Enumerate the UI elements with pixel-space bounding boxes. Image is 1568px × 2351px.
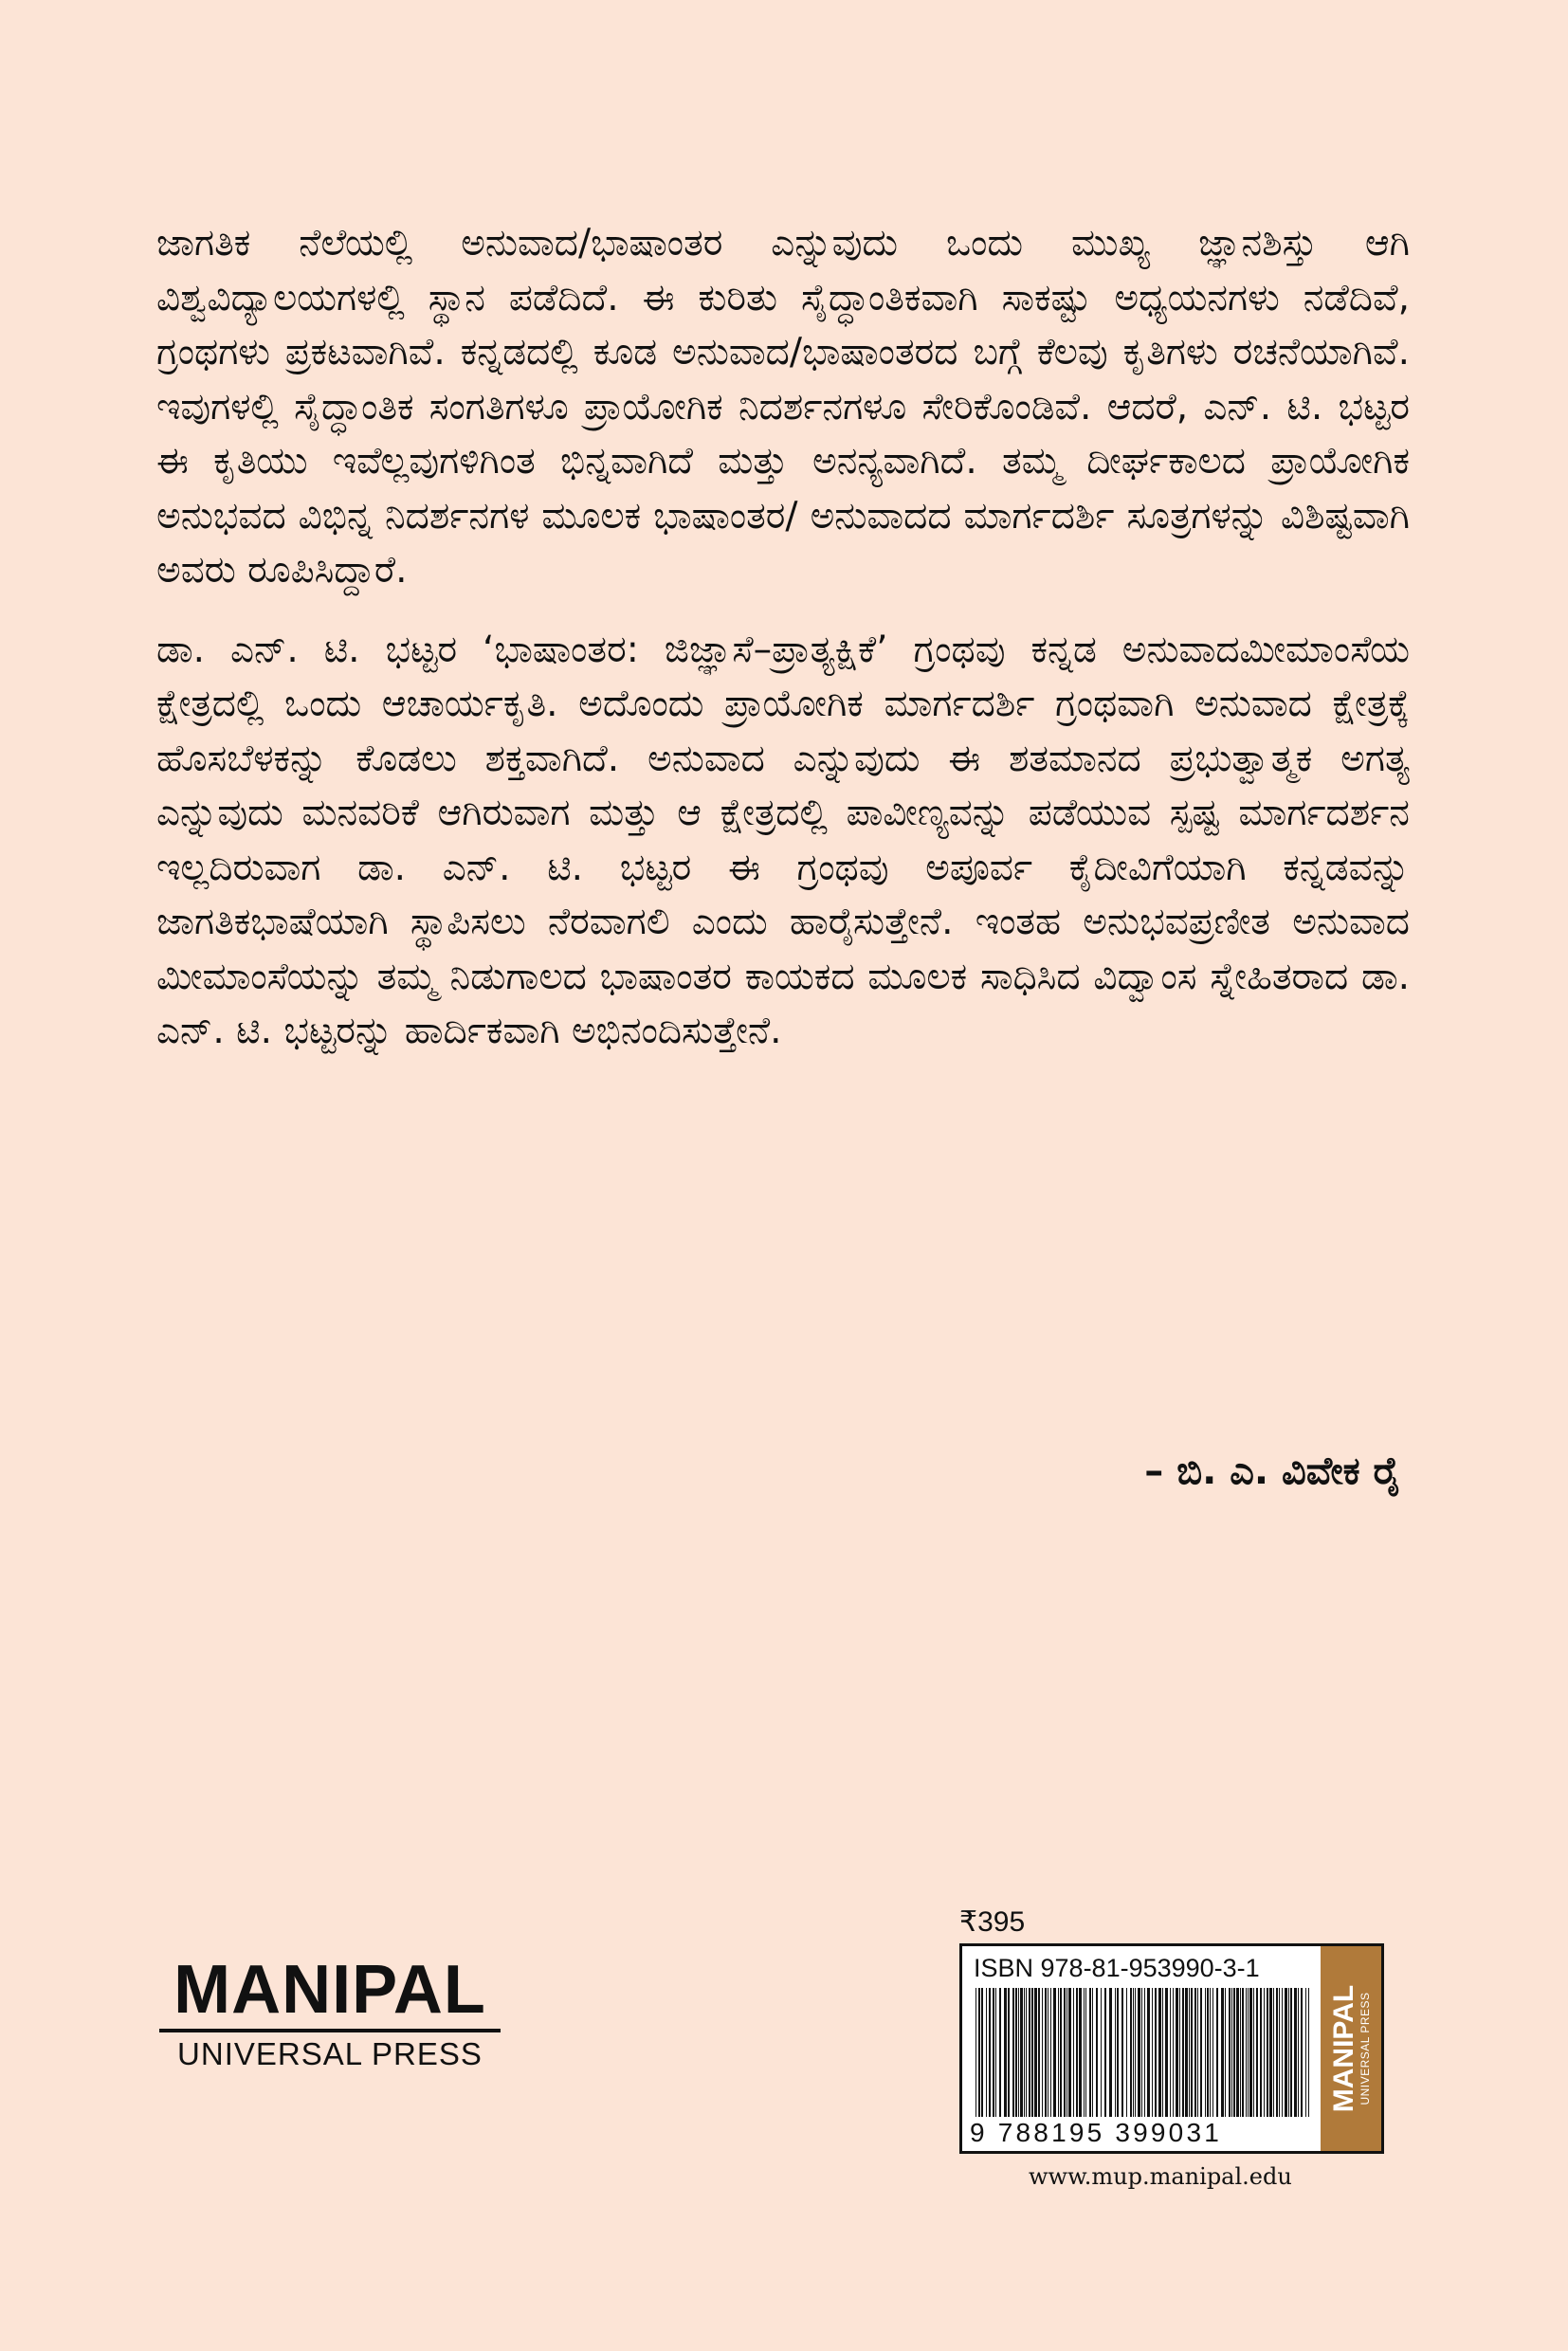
blurb-text bbox=[156, 216, 1410, 1084]
barcode-bar bbox=[1212, 1988, 1213, 2117]
barcode-bar bbox=[989, 1988, 991, 2117]
barcode-bar bbox=[1038, 1988, 1040, 2117]
barcode-bar bbox=[1269, 1988, 1272, 2117]
blurb-paragraph-2: ಡಾ. ಎನ್. ಟಿ. ಭಟ್ಟರ ‘ಭಾಷಾಂತರ: ಜಿಜ್ಞಾಸೆ–ಪ್ರಾತ್ಯಕ್ಷಿಕೆ’ ಗ್ರಂಥವು ಕನ್ನಡ ಅನುವಾದಮೀಮಾಂಸೆಯ ಕ್ಷೇತ್ರದಲ್ಲಿ ಒಂದು ಆಚಾರ್ಯಕೃತಿ. ಅದೊಂದು ಪ್ರಾಯೋಗಿಕ ಮಾರ್ಗದರ್ಶಿ ಗ್ರಂಥವಾಗಿ ಅನುವಾದ ಕ್ಷೇತ್ರಕ್ಕೆ ಹೊಸಬೆಳಕನ್ನು ಕೊಡಲು ಶಕ್ತವಾಗಿದೆ. ಅನುವಾದ ಎನ್ನುವುದು ಈ ಶತಮಾನದ ಪ್ರಭುತ್ವಾತ್ಮಕ ಅಗತ್ಯ ಎನ್ನುವುದು ಮನವರಿಕೆ ಆಗಿರುವಾಗ ಮತ್ತು ಆ ಕ್ಷೇತ್ರದಲ್ಲಿ ಪಾವೀಣ್ಯವನ್ನು ಪಡೆಯುವ ಸ್ಪಷ್ಟ ಮಾರ್ಗದರ್ಶನ ಇಲ್ಲದಿರುವಾಗ ಡಾ. ಎನ್. ಟಿ. ಭಟ್ಟರ ಈ ಗ್ರಂಥವು ಅಪೂರ್ವ ಕೈದೀವಿಗೆಯಾಗಿ ಕನ್ನಡವನ್ನು ಜಾಗತಿಕಭಾಷೆಯಾಗಿ ಸ್ಥಾಪಿಸಲು ನೆರವಾಗಲಿ ಎಂದು ಹಾರೈಸುತ್ತೇನೆ. ಇಂತಹ ಅನುಭವಪ್ರಣೀತ ಅನುವಾದ ಮೀಮಾಂಸೆಯನ್ನು ತಮ್ಮ ನಿಡುಗಾಲದ ಭಾಷಾಂತರ ಕಾಯಕದ ಮೂಲಕ ಸಾಧಿಸಿದ ವಿದ್ವಾಂಸ ಸ್ನೇಹಿತರಾದ ಡಾ. ಎನ್. ಟಿ. ಭಟ್ಟರನ್ನು ಹಾರ್ದಿಕವಾಗಿ ಅಭಿನಂದಿಸುತ್ತೇನೆ. bbox=[156, 628, 1410, 1052]
author-signature: – ಬಿ. ಎ. ವಿವೇಕ ರೈ bbox=[1144, 1449, 1401, 1493]
barcode-bar bbox=[1267, 1988, 1268, 2117]
barcode-bar bbox=[1246, 1988, 1247, 2117]
barcode-bar bbox=[1233, 1988, 1235, 2117]
barcode-bar bbox=[1236, 1988, 1239, 2117]
barcode-bar bbox=[1068, 1988, 1071, 2117]
barcode-bar bbox=[1288, 1988, 1289, 2117]
barcode-bar bbox=[1248, 1988, 1249, 2117]
barcode-bar bbox=[1194, 1988, 1196, 2117]
barcode-bar bbox=[1207, 1988, 1209, 2117]
barcode-bar bbox=[1018, 1988, 1019, 2117]
barcode-bar bbox=[1092, 1988, 1093, 2117]
barcode-bar bbox=[1253, 1988, 1254, 2117]
brand-strip-text bbox=[1330, 1985, 1372, 2112]
barcode-bar bbox=[1294, 1988, 1297, 2117]
barcode-bar bbox=[1256, 1988, 1258, 2117]
barcode-bar bbox=[1185, 1988, 1188, 2117]
barcode-bar bbox=[1076, 1988, 1078, 2117]
barcode-bar bbox=[1173, 1988, 1174, 2117]
barcode-bar bbox=[1240, 1988, 1241, 2117]
barcode-bar bbox=[1210, 1988, 1211, 2117]
barcode-bar bbox=[1085, 1988, 1086, 2117]
barcode-bar bbox=[1004, 1988, 1007, 2117]
barcode-bar bbox=[1176, 1988, 1178, 2117]
barcode-bar bbox=[1147, 1988, 1150, 2117]
publisher-website: www.mup.manipal.edu bbox=[1029, 2163, 1292, 2190]
barcode-bar bbox=[1012, 1988, 1014, 2117]
barcode-bar bbox=[999, 1988, 1001, 2117]
barcode-bar bbox=[1285, 1988, 1287, 2117]
barcode-bar bbox=[1182, 1988, 1184, 2117]
barcode-bar bbox=[1073, 1988, 1074, 2117]
barcode-bar bbox=[1200, 1988, 1202, 2117]
barcode-bar bbox=[1130, 1988, 1132, 2117]
logo-divider bbox=[159, 2029, 501, 2032]
barcode-bar bbox=[1216, 1988, 1218, 2117]
barcode-bar bbox=[1141, 1988, 1142, 2117]
barcode-bar bbox=[1298, 1988, 1299, 2117]
barcode-bar bbox=[1282, 1988, 1283, 2117]
barcode-bar bbox=[1096, 1988, 1098, 2117]
barcode-digits: 9 788195 399031 bbox=[970, 2118, 1222, 2147]
barcode-bar bbox=[1205, 1988, 1206, 2117]
barcode-bar bbox=[1189, 1988, 1190, 2117]
barcode-bar bbox=[1170, 1988, 1171, 2117]
barcode-bar bbox=[1162, 1988, 1163, 2117]
barcode-bar bbox=[1229, 1988, 1231, 2117]
barcode-bar bbox=[1053, 1988, 1056, 2117]
barcode-bar bbox=[1179, 1988, 1180, 2117]
barcode-bar bbox=[1221, 1988, 1224, 2117]
barcode-bar bbox=[1276, 1988, 1278, 2117]
barcode-bar bbox=[1104, 1988, 1106, 2117]
barcode-bar bbox=[1117, 1988, 1119, 2117]
price-label: ₹395 bbox=[959, 1906, 1026, 1938]
barcode-bar bbox=[1020, 1988, 1023, 2117]
barcode-bar bbox=[1084, 1988, 1085, 2117]
barcode-bar bbox=[1045, 1988, 1047, 2117]
barcode-bar bbox=[1191, 1988, 1193, 2117]
barcode-bar bbox=[1126, 1988, 1127, 2117]
barcode-bar bbox=[1024, 1988, 1025, 2117]
barcode-bar bbox=[1165, 1988, 1168, 2117]
barcode-bar bbox=[1231, 1988, 1232, 2117]
barcode-bar bbox=[981, 1988, 983, 2117]
barcode-bar bbox=[1101, 1988, 1102, 2117]
barcode-bar bbox=[1121, 1988, 1123, 2117]
barcode-bar bbox=[1273, 1988, 1274, 2117]
barcode-bar bbox=[1034, 1988, 1037, 2117]
barcode-bar bbox=[1133, 1988, 1134, 2117]
barcode-bar bbox=[1197, 1988, 1198, 2117]
barcode-bar bbox=[1029, 1988, 1030, 2117]
barcode-bar bbox=[1031, 1988, 1033, 2117]
barcode-bar bbox=[993, 1988, 994, 2117]
barcode-bar bbox=[1064, 1988, 1066, 2117]
barcode-bar bbox=[978, 1988, 980, 2117]
barcode-bar bbox=[1305, 1988, 1306, 2117]
barcode-bar bbox=[1008, 1988, 1010, 2117]
barcode-bar bbox=[1079, 1988, 1082, 2117]
publisher-name: MANIPAL bbox=[173, 1952, 486, 2028]
barcode-bar bbox=[975, 1988, 976, 2117]
barcode-bar bbox=[986, 1988, 987, 2117]
publisher-logo bbox=[159, 1953, 501, 2072]
barcode-bar bbox=[1026, 1988, 1027, 2117]
barcode-bar bbox=[1242, 1988, 1244, 2117]
isbn-label: ISBN 978-81-953990-3-1 bbox=[974, 1954, 1260, 1982]
barcode-bar bbox=[1058, 1988, 1059, 2117]
barcode-bar bbox=[1138, 1988, 1140, 2117]
barcode-bar bbox=[1225, 1988, 1226, 2117]
barcode-bar bbox=[1249, 1988, 1252, 2117]
isbn-barcode-box bbox=[959, 1943, 1384, 2154]
brand-strip-subtitle: UNIVERSAL PRESS bbox=[1358, 1992, 1372, 2105]
barcode-bar bbox=[1015, 1988, 1017, 2117]
barcode-bar bbox=[1158, 1988, 1161, 2117]
barcode-bar bbox=[1042, 1988, 1043, 2117]
barcode-bar bbox=[1260, 1988, 1262, 2117]
barcode-bar bbox=[1089, 1988, 1091, 2117]
brand-strip-name: MANIPAL bbox=[1328, 1984, 1359, 2113]
barcode-bar bbox=[1060, 1988, 1062, 2117]
barcode-bar bbox=[1155, 1988, 1157, 2117]
barcode-bar bbox=[1308, 1988, 1309, 2117]
barcode-bar bbox=[1290, 1988, 1292, 2117]
barcode-bar bbox=[995, 1988, 996, 2117]
barcode-bar bbox=[1264, 1988, 1265, 2117]
barcode-bar bbox=[1152, 1988, 1153, 2117]
barcode-icon bbox=[974, 1988, 1315, 2117]
barcode-bar bbox=[1135, 1988, 1136, 2117]
barcode-bar bbox=[1115, 1988, 1116, 2117]
blurb-paragraph-1: ಜಾಗತಿಕ ನೆಲೆಯಲ್ಲಿ ಅನುವಾದ/ಭಾಷಾಂತರ ಎನ್ನುವುದು ಒಂದು ಮುಖ್ಯ ಜ್ಞಾನಶಿಸ್ತು ಆಗಿ ವಿಶ್ವವಿದ್ಯಾಲಯಗಳಲ್ಲಿ ಸ್ಥಾನ ಪಡೆದಿದೆ. ಈ ಕುರಿತು ಸೈದ್ಧಾಂತಿಕವಾಗಿ ಸಾಕಷ್ಟು ಅಧ್ಯಯನಗಳು ನಡೆದಿವೆ, ಗ್ರಂಥಗಳು ಪ್ರಕಟವಾಗಿವೆ. ಕನ್ನಡದಲ್ಲಿ ಕೂಡ ಅನುವಾದ/ಭಾಷಾಂತರದ ಬಗ್ಗೆ ಕೆಲವು ಕೃತಿಗಳು ರಚನೆಯಾಗಿವೆ. ಇವುಗಳಲ್ಲಿ ಸೈದ್ಧಾಂತಿಕ ಸಂಗತಿಗಳೂ ಪ್ರಾಯೋಗಿಕ ನಿದರ್ಶನಗಳೂ ಸೇರಿಕೊಂಡಿವೆ. ಆದರೆ, ಎನ್. ಟಿ. ಭಟ್ಟರ ಈ ಕೃತಿಯು ಇವೆಲ್ಲವುಗಳಿಗಿಂತ ಭಿನ್ನವಾಗಿದೆ ಮತ್ತು ಅನನ್ಯವಾಗಿದೆ. ತಮ್ಮ ದೀರ್ಘಕಾಲದ ಪ್ರಾಯೋಗಿಕ ಅನುಭವದ ವಿಭಿನ್ನ ನಿದರ್ಶನಗಳ ಮೂಲಕ ಭಾಷಾಂತರ/ ಅನುವಾದದ ಮಾರ್ಗದರ್ಶಿ ಸೂತ್ರಗಳನ್ನು ವಿಶಿಷ್ಟವಾಗಿ ಅವರು ರೂಪಿಸಿದ್ದಾರೆ. bbox=[156, 222, 1410, 592]
barcode-bar bbox=[1301, 1988, 1303, 2117]
barcode-bar bbox=[1050, 1988, 1051, 2117]
publisher-subtitle: UNIVERSAL PRESS bbox=[177, 2036, 483, 2071]
barcode-bar bbox=[1279, 1988, 1280, 2117]
barcode-bar bbox=[1144, 1988, 1145, 2117]
publisher-brand-strip bbox=[1321, 1946, 1381, 2151]
barcode-bar bbox=[1109, 1988, 1112, 2117]
